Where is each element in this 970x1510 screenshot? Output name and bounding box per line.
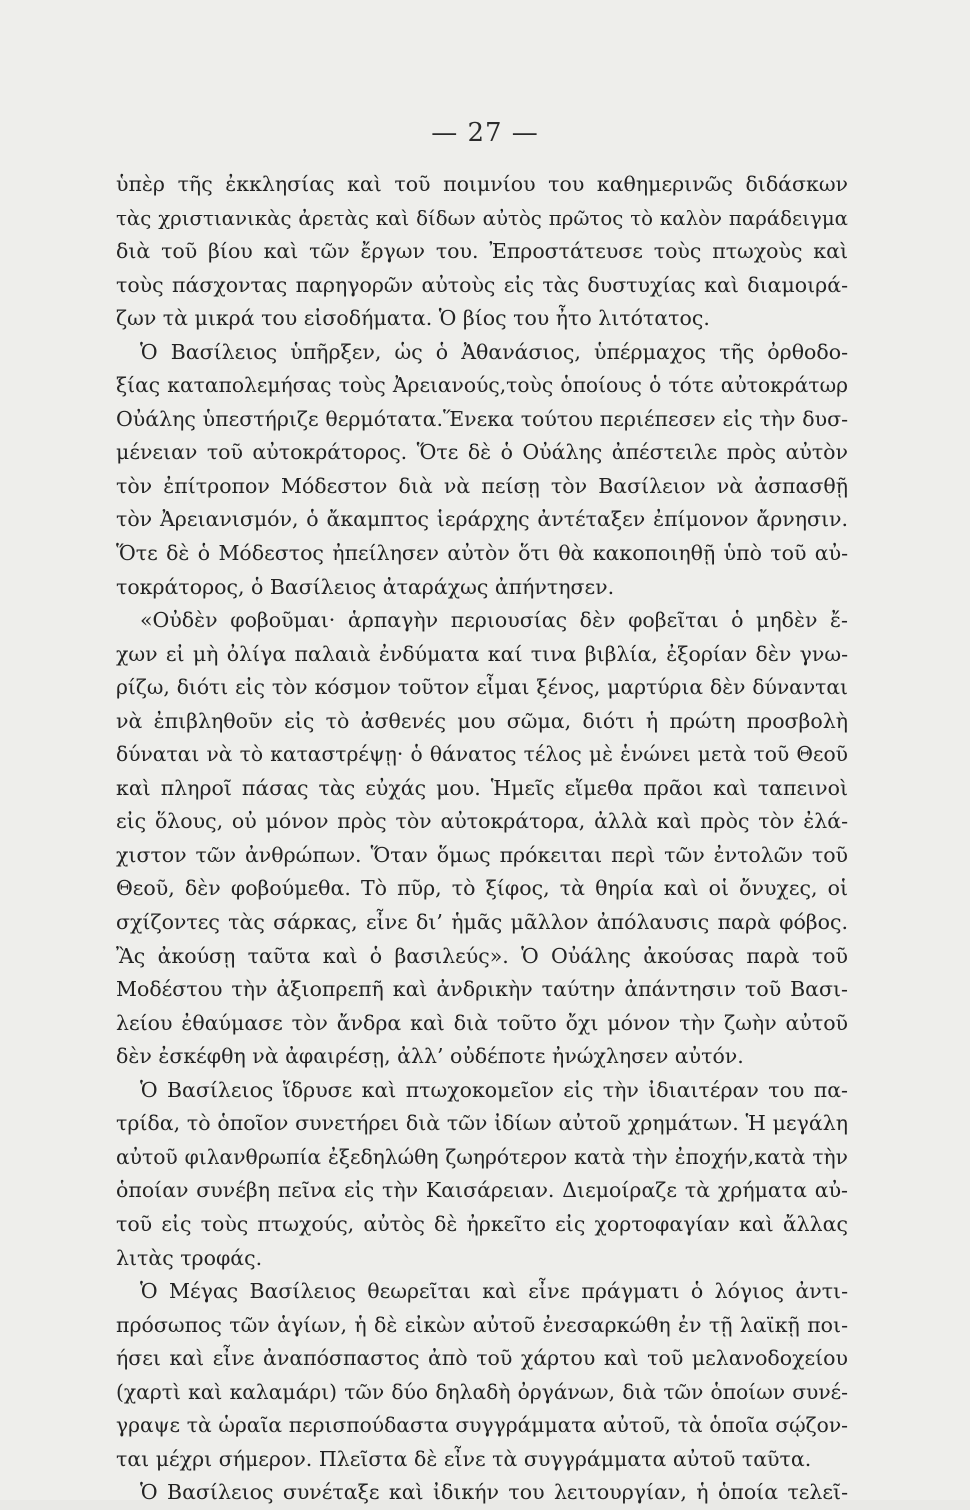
text-line: ὑπὲρ τῆς ἐκκλησίας καὶ τοῦ ποιμνίου του καθημερινῶς διδάσκων [116,172,848,196]
text-line: εἰς ὅλους, οὐ μόνον πρὸς τὸν αὐτοκράτορα, ἀλλὰ καὶ πρὸς τὸν ἐλά- [116,809,848,834]
text-line: διὰ τοῦ βίου καὶ τῶν ἔργων του. Ἐπροστάτευσε τοὺς πτωχοὺς καὶ [116,239,848,264]
text-line: γραψε τὰ ὡραῖα περισπούδαστα συγγράμματα αὐτοῦ, τὰ ὁποῖα σῴζον- [116,1413,848,1438]
page-number: — 27 — [431,118,539,148]
text-line: ζων τὰ μικρά του εἰσοδήματα. Ὁ βίος του ἦτο λιτότατος. [116,306,710,331]
text-line: Ὁ Μέγας Βασίλειος θεωρεῖται καὶ εἶνε πράγματι ὁ λόγιος ἀντι- [140,1279,848,1304]
text-line: ὁποίαν συνέβη πεῖνα εἰς τὴν Καισάρειαν. Διεμοίραζε τὰ χρήματα αὐ- [116,1178,848,1203]
text-line: ται μέχρι σήμερον. Πλεῖστα δὲ εἶνε τὰ συγγράμματα αὐτοῦ ταῦτα. [116,1446,812,1471]
text-line: τοκράτορος, ὁ Βασίλειος ἀταράχως ἀπήντησεν. [116,574,615,599]
text-line: ήσει καὶ εἶνε ἀναπόσπαστος ἀπὸ τοῦ χάρτου καὶ τοῦ μελανοδοχείου [116,1346,848,1371]
text-line: τρίδα, τὸ ὁποῖον συνετήρει διὰ τῶν ἰδίων αὐτοῦ χρημάτων. Ἡ μεγάλη [116,1111,848,1136]
text-line: Ἂς ἀκούσῃ ταῦτα καὶ ὁ βασιλεύς». Ὁ Οὐάλης ἀκούσας παρὰ τοῦ [116,943,848,968]
text-line: Ὅτε δὲ ὁ Μόδεστος ἠπείλησεν αὐτὸν ὅτι θὰ κακοποιηθῇ ὑπὸ τοῦ αὐ- [116,541,848,566]
text-line: Ὁ Βασίλειος συνέταξε καὶ ἰδικήν του λειτουργίαν, ἡ ὁποία τελεῖ- [140,1480,848,1505]
text-line: Ὁ Βασίλειος ὑπῆρξεν, ὡς ὁ Ἀθανάσιος, ὑπέρμαχος τῆς ὀρθοδο- [140,339,848,364]
body-text [116,168,848,1510]
text-line: Οὐάλης ὑπεστήριζε θερμότατα.Ἕνεκα τούτου περιέπεσεν εἰς τὴν δυσ- [116,406,848,431]
text-line: «Οὐδὲν φοβοῦμαι· ἁρπαγὴν περιουσίας δὲν φοβεῖται ὁ μηδὲν ἔ- [140,608,848,633]
text-line: τὸν Ἀρειανισμόν, ὁ ἄκαμπτος ἱεράρχης ἀντέταξεν ἐπίμονον ἄρνησιν. [116,507,848,532]
text-line: τοὺς πάσχοντας παρηγορῶν αὐτοὺς εἰς τὰς δυστυχίας καὶ διαμοιρά- [116,272,848,297]
text-line: ξίας καταπολεμήσας τοὺς Ἀρειανούς,τοὺς ὁποίους ὁ τότε αὐτοκράτωρ [116,373,848,398]
text-line: λιτὰς τροφάς. [116,1245,263,1270]
text-line: αὐτοῦ φιλανθρωπία ἐξεδηλώθη ζωηρότερον κατὰ τὴν ἐποχήν,κατὰ τὴν [116,1144,848,1169]
text-line: δύναται νὰ τὸ καταστρέψῃ· ὁ θάνατος τέλος μὲ ἑνώνει μετὰ τοῦ Θεοῦ [116,742,848,767]
text-line: τὸν ἐπίτροπον Μόδεστον διὰ νὰ πείσῃ τὸν Βασίλειον νὰ ἀσπασθῇ [116,473,848,498]
text-line: Μοδέστου τὴν ἀξιοπρεπῆ καὶ ἀνδρικὴν ταύτην ἀπάντησιν τοῦ Βασι- [116,977,848,1002]
text-line: Θεοῦ, δὲν φοβούμεθα. Τὸ πῦρ, τὸ ξίφος, τὰ θηρία καὶ οἱ ὄνυχες, οἱ [116,876,848,901]
text-line: ρίζω, διότι εἰς τὸν κόσμον τοῦτον εἶμαι ξένος, μαρτύρια δὲν δύνανται [116,675,848,700]
text-line: (χαρτὶ καὶ καλαμάρι) τῶν δύο δηλαδὴ ὀργάνων, διὰ τῶν ὁποίων συνέ- [116,1379,848,1404]
text-line: νὰ ἐπιβληθοῦν εἰς τὸ ἀσθενές μου σῶμα, διότι ἡ πρώτη προσβολὴ [116,708,848,733]
text-line: δὲν ἐσκέφθη νὰ ἀφαιρέσῃ, ἀλλ’ οὐδέποτε ἠνώχλησεν αὐτόν. [116,1044,744,1069]
text-line: χων εἰ μὴ ὀλίγα παλαιὰ ἐνδύματα καί τινα βιβλία, ἐξορίαν δὲν γνω- [116,641,848,666]
text-line: πρόσωπος τῶν ἁγίων, ἡ δὲ εἰκὼν αὐτοῦ ἐνεσαρκώθη ἐν τῇ λαϊκῇ ποι- [116,1312,848,1337]
text-line: μένειαν τοῦ αὐτοκράτορος. Ὅτε δὲ ὁ Οὐάλης ἀπέστειλε πρὸς αὐτὸν [116,440,848,465]
text-line: χιστον τῶν ἀνθρώπων. Ὅταν ὅμως πρόκειται περὶ τῶν ἐντολῶν τοῦ [116,842,848,867]
text-line: σχίζοντες τὰς σάρκας, εἶνε δι’ ἡμᾶς μᾶλλον ἀπόλαυσις παρὰ φόβος. [116,910,848,935]
text-line: καὶ πληροῖ πάσας τὰς εὐχάς μου. Ἡμεῖς εἴμεθα πρᾶοι καὶ ταπεινοὶ [116,775,848,800]
text-line: λείου ἐθαύμασε τὸν ἄνδρα καὶ διὰ τοῦτο ὄχι μόνον τὴν ζωὴν αὐτοῦ [116,1010,848,1035]
text-line: τὰς χριστιανικὰς ἀρετὰς καὶ δίδων αὐτὸς πρῶτος τὸ καλὸν παράδειγμα [116,206,848,230]
text-line: τοῦ εἰς τοὺς πτωχούς, αὐτὸς δὲ ἠρκεῖτο εἰς χορτοφαγίαν καὶ ἄλλας [116,1211,848,1236]
text-line: Ὁ Βασίλειος ἵδρυσε καὶ πτωχοκομεῖον εἰς τὴν ἰδιαιτέραν του πα- [140,1077,848,1102]
